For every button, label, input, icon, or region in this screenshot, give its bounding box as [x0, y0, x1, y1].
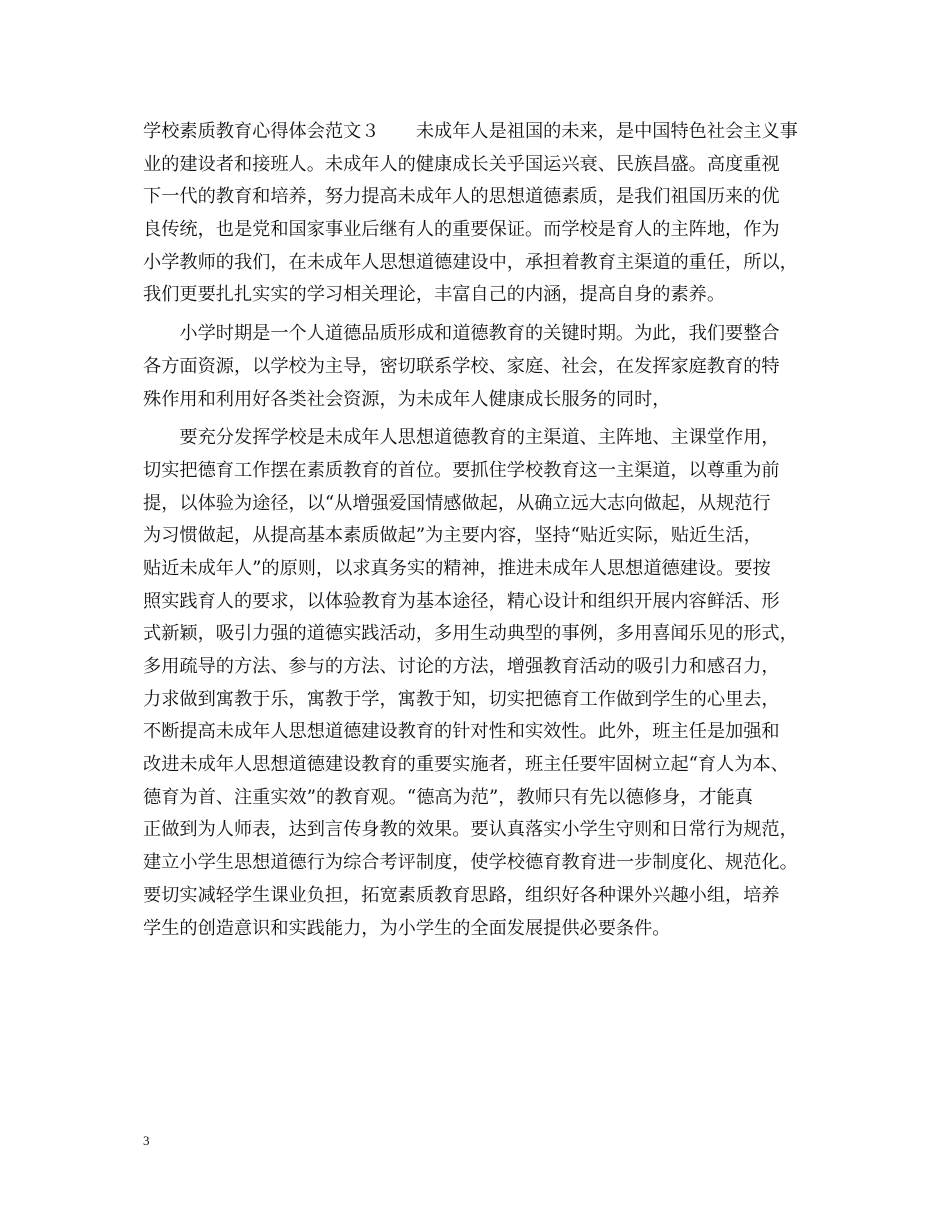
text-line: 学校素质教育心得体会范文３ 未成年人是祖国的未来，是中国特色社会主义事: [143, 121, 798, 142]
text-line: 我们更要扎扎实实的学习相关理论，丰富自己的内涵，提高自身的素养。: [143, 284, 726, 306]
text-line: 要切实减轻学生课业负担，拓宽素质教育思路，组织好各种课外兴趣小组，培养: [143, 884, 780, 906]
text-line: 下一代的教育和培养，努力提高未成年人的思想道德素质，是我们祖国历来的优: [143, 186, 780, 208]
text-line: 切实把德育工作摆在素质教育的首位。要抓住学校教育这一主渠道，以尊重为前: [143, 459, 780, 481]
text-line: 改进未成年人思想道德建设教育的重要实施者，班主任要牢固树立起“育人为本、: [143, 754, 789, 776]
text-line: 式新颖，吸引力强的道德实践活动，多用生动典型的事例，多用喜闻乐见的形式，: [143, 623, 798, 645]
document-body: [143, 116, 823, 945]
text-line: 不断提高未成年人思想道德建设教育的针对性和实效性。此外，班主任是加强和: [143, 721, 780, 743]
text-line: 正做到为人师表，达到言传身教的效果。要认真落实小学生守则和日常行为规范，: [143, 819, 798, 841]
text-line: 学生的创造意识和实践能力，为小学生的全面发展提供必要条件。: [143, 917, 671, 939]
text-line: 提，以体验为途径，以“从增强爱国情感做起，从确立远大志向做起，从规范行: [143, 492, 771, 514]
text-line: 多用疏导的方法、参与的方法、讨论的方法，增强教育活动的吸引力和感召力，: [143, 656, 780, 677]
text-line: 建立小学生思想道德行为综合考评制度，使学校德育教育进一步制度化、规范化。: [143, 852, 798, 874]
text-line: 业的建设者和接班人。未成年人的健康成长关乎国运兴衰、民族昌盛。高度重视: [143, 153, 780, 175]
paragraph-2: [143, 318, 823, 416]
text-line: 力求做到寓教于乐，寓教于学，寓教于知，切实把德育工作做到学生的心里去，: [143, 688, 780, 710]
text-line: 要充分发挥学校是未成年人思想道德教育的主渠道、主阵地、主课堂作用，: [143, 427, 780, 449]
page-number: 3: [143, 1133, 150, 1148]
text-line: 良传统，也是党和国家事业后继有人的重要保证。而学校是育人的主阵地，作为: [143, 219, 780, 241]
text-line: 殊作用和利用好各类社会资源，为未成年人健康成长服务的同时，: [143, 388, 671, 410]
text-line: 为习惯做起，从提高基本素质做起”为主要内容，坚持“贴近实际，贴近生活，: [143, 525, 762, 547]
text-line: 贴近未成年人”的原则，以求真务实的精神，推进未成年人思想道德建设。要按: [143, 557, 771, 579]
text-line: 照实践育人的要求，以体验教育为基本途径，精心设计和组织开展内容鲜活、形: [143, 590, 780, 612]
text-line: 各方面资源，以学校为主导，密切联系学校、家庭、社会，在发挥家庭教育的特: [143, 355, 780, 377]
text-line: 小学时期是一个人道德品质形成和道德教育的关键时期。为此，我们要整合: [143, 323, 780, 345]
text-line: 小学教师的我们，在未成年人思想道德建设中，承担着教育主渠道的重任，所以，: [143, 251, 798, 273]
text-line: 德育为首、注重实效”的教育观。“德高为范”，教师只有先以德修身，才能真: [143, 786, 753, 808]
paragraph-3: [143, 422, 823, 945]
paragraph-1: [143, 116, 823, 312]
